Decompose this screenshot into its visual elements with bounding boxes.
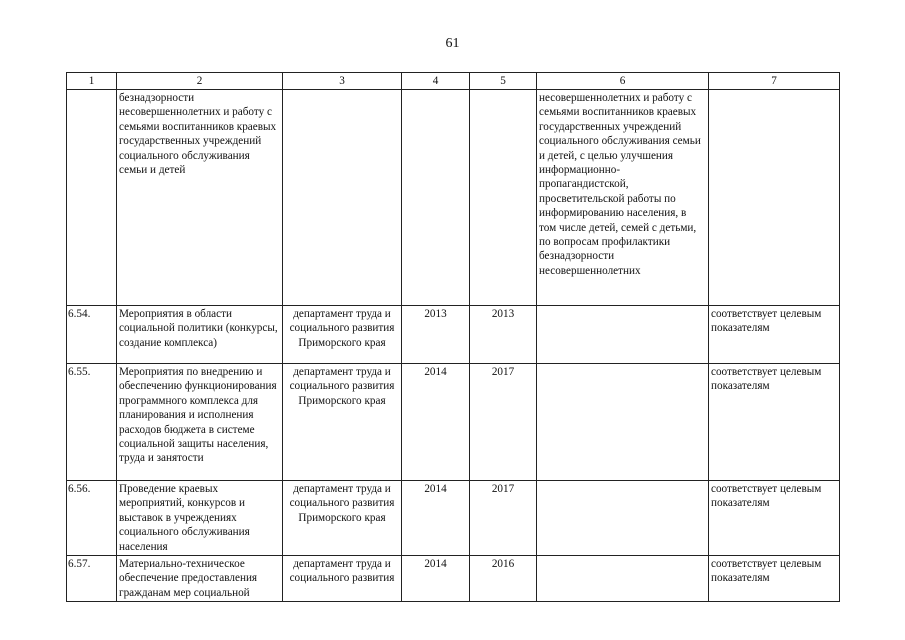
row-number: 6.55. [67,364,117,481]
expected-result [537,481,709,556]
expected-result: несовершеннолетних и работу с семьями воспитанников краевых государственных учреждений социального обслуживания семьи и детей, с целью улучшения информационно-пропагандистской, просветительской работы по информированию населения, в том числе детей, семей с детьми, по вопросам профилактики безнадзорности несовершеннолетних [537,90,709,306]
end-year: 2013 [470,306,537,364]
note [709,90,840,306]
executor: департамент труда и социального развития Приморского края [283,306,402,364]
row-number: 6.54. [67,306,117,364]
column-header: 1 [67,73,117,90]
column-header: 3 [283,73,402,90]
note: соответствует целевым показателям [709,364,840,481]
measure-name: Материально-техническое обеспечение предоставления гражданам мер социальной [117,556,283,602]
note: соответствует целевым показателям [709,306,840,364]
expected-result [537,556,709,602]
column-header: 7 [709,73,840,90]
expected-result [537,364,709,481]
column-header: 6 [537,73,709,90]
page-number: 61 [445,36,460,51]
table-row [67,90,840,306]
row-number [67,90,117,306]
row-number: 6.56. [67,481,117,556]
executor: департамент труда и социального развития [283,556,402,602]
start-year: 2014 [402,481,470,556]
table-row [67,481,840,556]
measures-table [66,72,840,602]
row-number: 6.57. [67,556,117,602]
start-year: 2014 [402,364,470,481]
start-year: 2013 [402,306,470,364]
table-row [67,364,840,481]
note: соответствует целевым показателям [709,481,840,556]
executor: департамент труда и социального развития Приморского края [283,364,402,481]
end-year [470,90,537,306]
start-year: 2014 [402,556,470,602]
measure-name: безнадзорности несовершеннолетних и работу с семьями воспитанников краевых государственных учреждений социального обслуживания семьи и детей [117,90,283,306]
column-header: 5 [470,73,537,90]
end-year: 2017 [470,364,537,481]
start-year [402,90,470,306]
expected-result [537,306,709,364]
end-year: 2016 [470,556,537,602]
note: соответствует целевым показателям [709,556,840,602]
executor [283,90,402,306]
measure-name: Мероприятия по внедрению и обеспечению функционирования программного комплекса для планирования и исполнения расходов бюджета в системе социальной защиты населения, труда и занятости [117,364,283,481]
measure-name: Проведение краевых мероприятий, конкурсов и выставок в учреждениях социального обслуживания населения [117,481,283,556]
measure-name: Мероприятия в области социальной политики (конкурсы, создание комплекса) [117,306,283,364]
table-header-row [67,73,840,90]
column-header: 2 [117,73,283,90]
executor: департамент труда и социального развития Приморского края [283,481,402,556]
column-header: 4 [402,73,470,90]
table-row [67,556,840,602]
end-year: 2017 [470,481,537,556]
table-row [67,306,840,364]
